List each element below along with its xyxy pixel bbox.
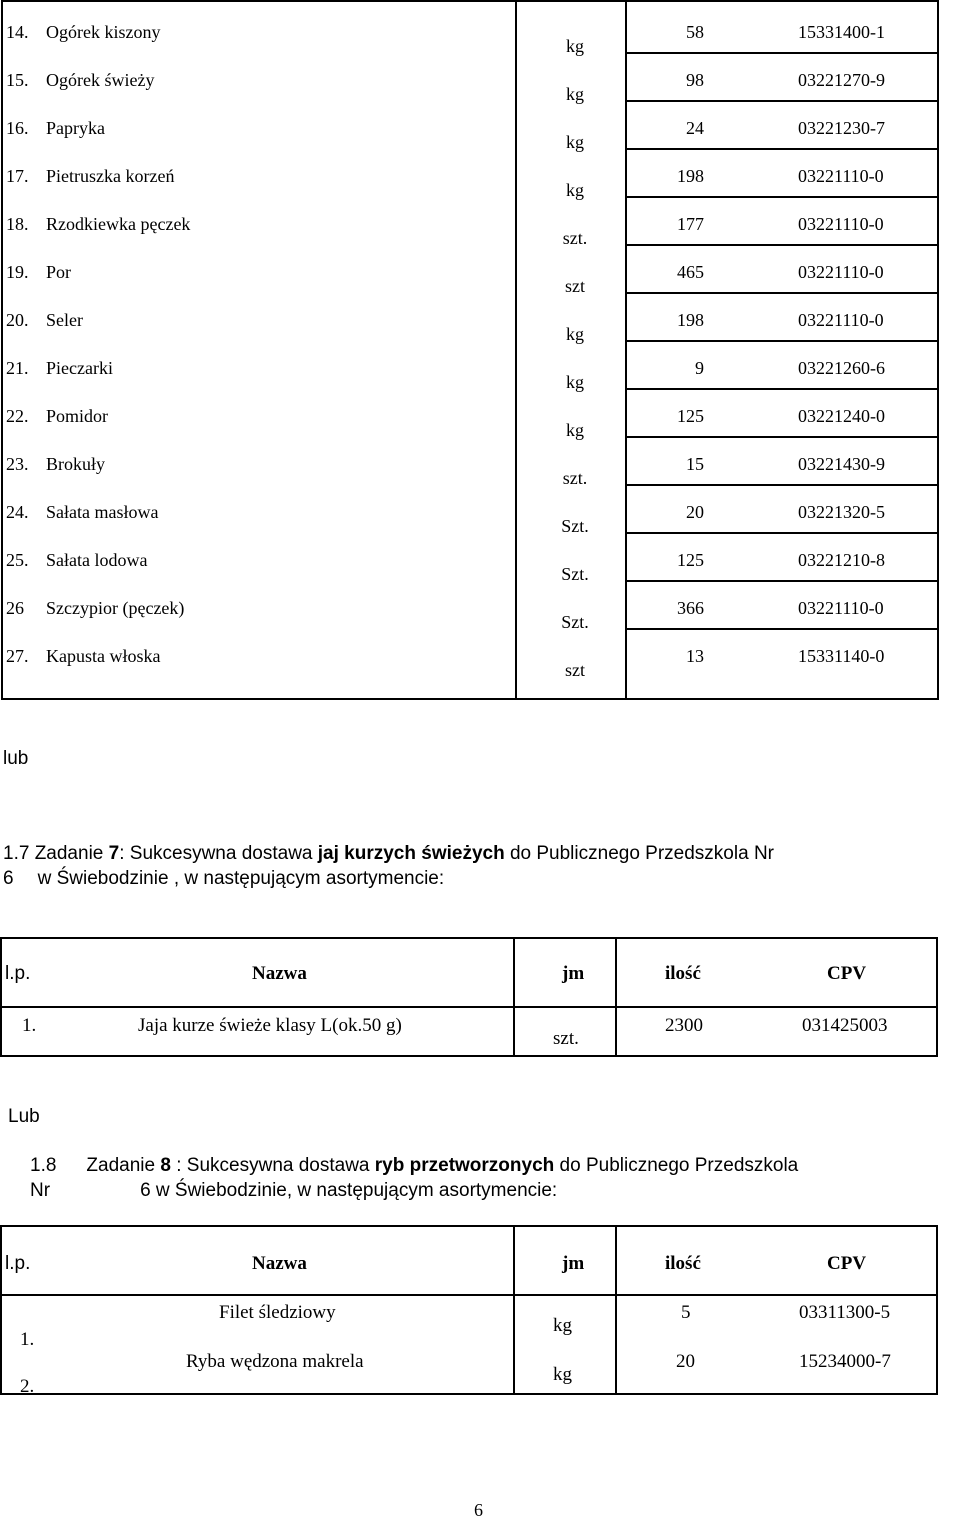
or-label-2: Lub <box>8 1106 40 1127</box>
header-cpv: CPV <box>827 963 867 984</box>
table-row <box>3 54 937 102</box>
row-unit: Szt. <box>561 516 589 536</box>
row-cpv: 15331400-1 <box>798 22 885 42</box>
row-lp: 2. <box>20 1376 35 1397</box>
table-row <box>3 246 937 294</box>
row-name: Por <box>46 262 72 282</box>
row-name: Sałata lodowa <box>46 550 148 570</box>
row-name: Jaja kurze świeże klasy L(ok.50 g) <box>138 1015 402 1036</box>
row-cpv: 031425003 <box>802 1015 888 1036</box>
table-row <box>3 294 937 342</box>
row-lp: 24. <box>6 502 29 522</box>
row-lp: 18. <box>6 214 29 234</box>
row-quantity: 58 <box>686 22 704 42</box>
row-quantity: 465 <box>677 262 704 282</box>
row-lp: 23. <box>6 454 29 474</box>
table-row <box>3 390 937 438</box>
row-cpv: 03221240-0 <box>798 406 885 426</box>
eggs-table <box>0 937 938 1057</box>
row-lp: 19. <box>6 262 29 282</box>
row-lp: 17. <box>6 166 29 186</box>
table-row <box>3 630 937 678</box>
header-jm: jm <box>562 1253 585 1274</box>
row-name: Sałata masłowa <box>46 502 159 522</box>
row-quantity: 125 <box>677 406 704 426</box>
row-lp: 20. <box>6 310 29 330</box>
row-unit: kg <box>566 36 584 56</box>
row-lp: 25. <box>6 550 29 570</box>
row-quantity: 24 <box>686 118 704 138</box>
task8-heading-line1: 1.8 Zadanie 8 : Sukcesywna dostawa ryb przetworzonych do Publicznego Przedszkola <box>30 1155 799 1176</box>
row-name: Pomidor <box>46 406 109 426</box>
row-qty: 5 <box>681 1302 691 1323</box>
row-name: Brokuły <box>46 454 106 474</box>
row-lp: 27. <box>6 646 29 666</box>
row-cpv: 03221110-0 <box>798 262 884 282</box>
row-cpv: 03221270-9 <box>798 70 885 90</box>
row-cpv: 03221230-7 <box>798 118 885 138</box>
table-row <box>3 534 937 582</box>
row-cpv: 03221110-0 <box>798 310 884 330</box>
task7-heading-line2: 6 w Świebodzinie , w następującym asortymencie: <box>3 868 445 889</box>
fish-table <box>0 1225 938 1395</box>
row-cpv: 15234000-7 <box>799 1351 891 1372</box>
row-cpv: 03221210-8 <box>798 550 885 570</box>
row-name: Ogórek kiszony <box>46 22 161 42</box>
row-cpv: 03311300-5 <box>799 1302 891 1323</box>
header-qty: ilość <box>665 963 701 984</box>
row-unit: Szt. <box>561 612 589 632</box>
row-unit: szt <box>565 276 585 296</box>
row-unit: kg <box>566 372 584 392</box>
table-row <box>3 102 937 150</box>
header-qty: ilość <box>665 1253 701 1274</box>
row-lp: 21. <box>6 358 29 378</box>
row-name: Seler <box>46 310 83 330</box>
table-row <box>3 6 937 54</box>
products-table <box>1 0 939 700</box>
header-name: Nazwa <box>252 1253 307 1274</box>
row-name: Pietruszka korzeń <box>46 166 175 186</box>
row-unit: szt. <box>562 468 588 488</box>
row-unit: szt. <box>562 228 588 248</box>
header-cpv: CPV <box>827 1253 867 1274</box>
row-name: Papryka <box>46 118 105 138</box>
row-quantity: 20 <box>686 502 704 522</box>
table-row <box>3 582 937 630</box>
row-unit: kg <box>566 420 584 440</box>
row-qty: 20 <box>676 1351 695 1372</box>
row-unit: kg <box>566 84 584 104</box>
row-quantity: 198 <box>677 310 704 330</box>
row-unit: kg <box>566 180 584 200</box>
row-lp: 26 <box>6 598 24 618</box>
row-quantity: 9 <box>695 358 704 378</box>
row-unit: szt <box>565 660 585 680</box>
row-name: Ryba wędzona makrela <box>186 1351 364 1372</box>
row-name: Kapusta włoska <box>46 646 161 666</box>
row-cpv: 15331140-0 <box>798 646 885 666</box>
or-label: lub <box>3 748 29 769</box>
row-quantity: 13 <box>686 646 704 666</box>
row-jm: kg <box>553 1364 572 1385</box>
table-row <box>3 198 937 246</box>
row-cpv: 03221110-0 <box>798 598 884 618</box>
row-lp: 15. <box>6 70 29 90</box>
header-lp: l.p. <box>5 1253 31 1274</box>
table-row <box>3 438 937 486</box>
row-cpv: 03221110-0 <box>798 214 884 234</box>
row-quantity: 366 <box>677 598 704 618</box>
row-cpv: 03221320-5 <box>798 502 885 522</box>
row-unit: kg <box>566 324 584 344</box>
row-quantity: 177 <box>677 214 704 234</box>
page-number: 6 <box>474 1500 483 1520</box>
row-unit: kg <box>566 132 584 152</box>
row-lp: 22. <box>6 406 29 426</box>
row-lp: 16. <box>6 118 29 138</box>
row-jm: kg <box>553 1315 572 1336</box>
header-lp: l.p. <box>5 963 31 984</box>
row-name: Szczypior (pęczek) <box>46 598 185 618</box>
row-lp: 14. <box>6 22 29 42</box>
row-qty: 2300 <box>665 1015 703 1036</box>
table-row <box>3 150 937 198</box>
row-quantity: 198 <box>677 166 704 186</box>
row-quantity: 125 <box>677 550 704 570</box>
row-name: Pieczarki <box>46 358 113 378</box>
row-name: Rzodkiewka pęczek <box>46 214 191 234</box>
header-jm: jm <box>562 963 585 984</box>
row-quantity: 15 <box>686 454 704 474</box>
header-name: Nazwa <box>252 963 307 984</box>
row-unit: Szt. <box>561 564 589 584</box>
row-cpv: 03221430-9 <box>798 454 885 474</box>
row-jm: szt. <box>553 1028 579 1049</box>
row-lp: 1. <box>20 1329 35 1350</box>
row-cpv: 03221110-0 <box>798 166 884 186</box>
table-row <box>3 342 937 390</box>
row-name: Filet śledziowy <box>219 1302 336 1323</box>
task8-heading-line2: Nr 6 w Świebodzinie, w następującym asortymencie: <box>30 1180 558 1201</box>
row-lp: 1. <box>22 1015 37 1036</box>
row-name: Ogórek świeży <box>46 70 155 90</box>
row-cpv: 03221260-6 <box>798 358 885 378</box>
row-quantity: 98 <box>686 70 704 90</box>
task7-heading-line1: 1.7 Zadanie 7: Sukcesywna dostawa jaj kurzych świeżych do Publicznego Przedszkola Nr <box>3 843 774 864</box>
table-row <box>3 486 937 534</box>
